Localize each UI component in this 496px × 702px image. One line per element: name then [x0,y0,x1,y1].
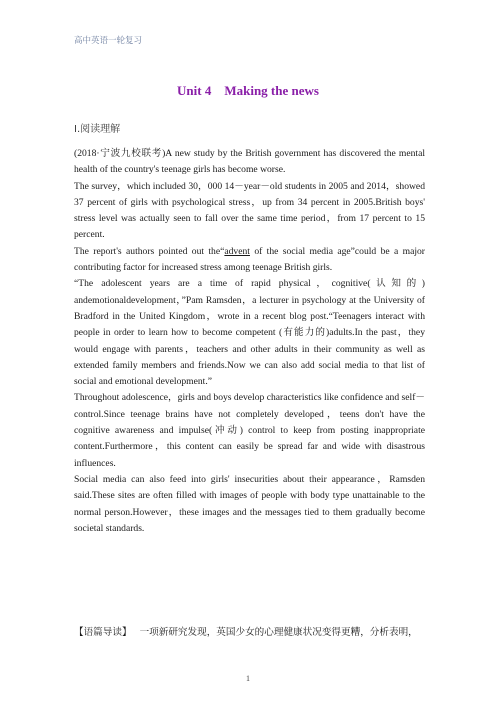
page-header: 高中英语一轮复习 [74,36,143,46]
underlined-word-advent: advent [224,245,250,257]
passage-body [74,146,425,537]
paragraph-1: (2018·宁波九校联考)A new study by the British government has discovered the mental health of the country's teenage girls has become worse. [74,148,425,176]
paragraph-5: Throughout adolescence，girls and boys develop characteristics like confidence and self－control.Since teenage brains have not completely developed，teens don't have the cognitive awareness and impulse(冲动) control to keep from posting inappropriate content.Furthermore，this content can easily be spread far and wide with disastrous influences. [74,392,425,469]
page-number: 1 [246,674,250,683]
passage-guide [74,624,434,638]
paragraph-6: Social media can also feed into girls' insecurities about their appearance，Ramsden said.These sites are often filled with images of people with body type unattainable to the normal person.However，these images and the messages tied to them gradually become societal standards. [74,473,425,534]
paragraph-3 [74,244,425,277]
paragraph-2: The survey，which included 30，000 14－year－old students in 2005 and 2014，showed 37 percent of girls with psychological stress，up from 34 percent in 2005.British boys' stress level was actually seen to fall over the same time period，from 17 percent to 15 percent. [74,180,425,241]
section-heading: Ⅰ.阅读理解 [74,124,121,135]
paragraph-3-end: of the social media age”could be a major contributing factor for increased stress among teenage British girls. [74,245,425,274]
paragraph-4: “The adolescent years are a time of rapid physical，cognitive(认知的) andemotionaldevelopment，”Pam Ramsden，a lecturer in psychology at the University of Bradford in the United Kingdom，wrote in a recent blog post.“Teenagers interact with people in order to learn how to become competent (有能力的)adults.In the past，they would engage with parents，teachers and other adults in their community as well as extended family members and friends.Now we can also add social media to that list of social and emotional development.” [74,278,425,388]
guide-text: 一项新研究发现，英国少女的心理健康状况变得更糟，分析表明， [139,627,418,638]
guide-label: 【语篇导读】 [74,627,132,638]
paragraph-3-start: The report's authors pointed out the“ [74,245,225,257]
unit-title: Unit 4 Making the news [177,83,319,98]
